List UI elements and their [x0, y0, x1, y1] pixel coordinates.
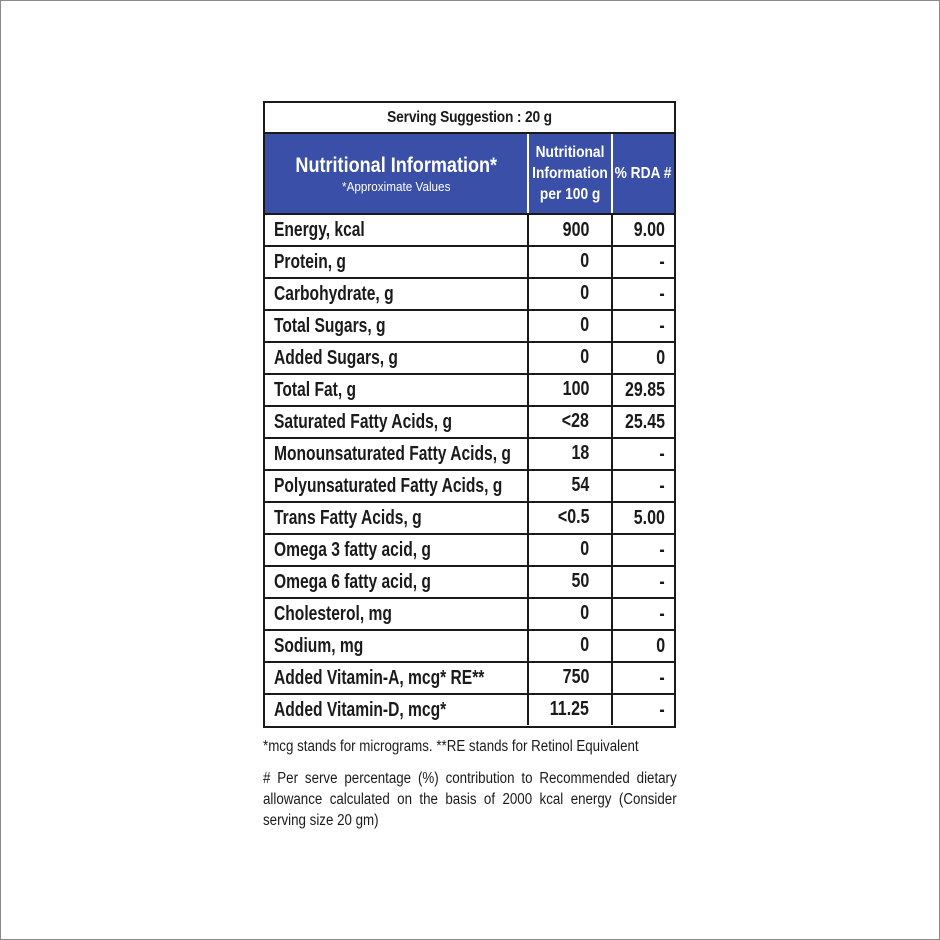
per100g-text: 0	[580, 537, 589, 560]
nutrient-label: Carbohydrate, g	[274, 282, 394, 305]
table-row	[265, 631, 674, 663]
per100g-value	[527, 469, 613, 501]
rda-text: -	[659, 314, 665, 337]
nutrient-label: Added Vitamin-A, mcg* RE**	[274, 666, 485, 689]
rda-value	[613, 503, 674, 533]
per100g-value	[527, 565, 613, 597]
per100g-value	[527, 437, 613, 469]
per100g-value	[527, 215, 613, 245]
table-row	[265, 471, 674, 503]
header-per100g-line1: Nutritional	[535, 144, 605, 161]
nutrient-label: Added Vitamin-D, mcg*	[274, 698, 447, 721]
table-body	[265, 215, 674, 726]
per100g-text: 0	[580, 601, 589, 624]
table-row	[265, 535, 674, 567]
per100g-value	[527, 533, 613, 565]
per100g-value	[527, 597, 613, 629]
rda-value	[613, 439, 674, 469]
nutrient-label: Polyunsaturated Fatty Acids, g	[274, 474, 503, 497]
table-row	[265, 439, 674, 471]
nutrient-name	[274, 247, 526, 277]
header-rda	[613, 134, 674, 213]
rda-value	[613, 247, 674, 277]
table-row	[265, 599, 674, 631]
per100g-text: 900	[562, 218, 589, 241]
rda-value	[613, 599, 674, 629]
per100g-value	[527, 309, 613, 341]
per100g-value	[527, 341, 613, 373]
per100g-text: 750	[562, 665, 589, 688]
table-row	[265, 663, 674, 695]
nutrient-label: Saturated Fatty Acids, g	[274, 410, 452, 433]
rda-value	[613, 375, 674, 405]
per100g-value	[527, 373, 613, 405]
table-row	[265, 407, 674, 439]
nutrient-name	[274, 311, 526, 341]
rda-value	[613, 311, 674, 341]
header-title-cell	[265, 134, 527, 213]
rda-text: 0	[656, 634, 665, 657]
per100g-text: <0.5	[557, 505, 589, 528]
rda-text: 9.00	[633, 218, 665, 241]
nutrient-label: Protein, g	[274, 250, 346, 273]
nutrient-name	[274, 215, 526, 245]
rda-value	[613, 631, 674, 661]
nutrient-name	[274, 663, 526, 693]
nutrient-name	[274, 343, 526, 373]
nutrient-name	[274, 599, 526, 629]
rda-text: 5.00	[633, 506, 665, 529]
per100g-value	[527, 629, 613, 661]
per100g-value	[527, 501, 613, 533]
rda-value	[613, 471, 674, 501]
rda-text: 25.45	[624, 410, 665, 433]
header-per100g-line2: Information	[532, 165, 608, 182]
footnote-rda: # Per serve percentage (%) contribution to Recommended dietary allowance calculated on the basis of 2000 kcal energy (Consider serving size 20 gm)	[263, 770, 677, 829]
nutrient-name	[274, 503, 526, 533]
per100g-value	[527, 405, 613, 437]
per100g-text: 0	[580, 313, 589, 336]
rda-text: -	[659, 250, 665, 273]
per100g-text: 54	[571, 473, 589, 496]
per100g-text: 0	[580, 249, 589, 272]
rda-value	[613, 567, 674, 597]
table-row	[265, 695, 674, 726]
header-rda-label: % RDA #	[615, 164, 672, 182]
footnote-units: *mcg stands for micrograms. **RE stands for Retinol Equivalent	[263, 738, 639, 755]
header-subtitle: *Approximate Values	[341, 178, 451, 194]
rda-value	[613, 663, 674, 693]
table-header	[265, 132, 674, 215]
per100g-text: 100	[562, 377, 589, 400]
per100g-text: 11.25	[549, 697, 589, 720]
header-per100g-line3: per 100 g	[539, 186, 601, 203]
per100g-value	[527, 661, 613, 693]
rda-text: -	[659, 666, 665, 689]
table-row	[265, 311, 674, 343]
per100g-text: 0	[580, 345, 589, 368]
nutrient-name	[274, 375, 526, 405]
per100g-value	[527, 245, 613, 277]
per100g-value	[527, 277, 613, 309]
serving-suggestion: Serving Suggestion : 20 g	[387, 108, 552, 126]
nutrient-label: Trans Fatty Acids, g	[274, 506, 422, 529]
table-row	[265, 503, 674, 535]
nutrient-label: Omega 6 fatty acid, g	[274, 570, 431, 593]
nutrient-label: Energy, kcal	[274, 218, 365, 241]
rda-value	[613, 407, 674, 437]
nutrient-name	[274, 407, 526, 437]
table-row	[265, 567, 674, 599]
nutrient-label: Monounsaturated Fatty Acids, g	[274, 442, 511, 465]
per100g-text: 50	[571, 569, 589, 592]
rda-text: 29.85	[624, 378, 665, 401]
rda-value	[613, 695, 674, 725]
nutrient-label: Total Sugars, g	[274, 314, 386, 337]
per100g-text: 18	[571, 441, 589, 464]
nutrient-label: Total Fat, g	[274, 378, 357, 401]
table-row	[265, 215, 674, 247]
table-row	[265, 343, 674, 375]
nutrient-name	[274, 471, 526, 501]
nutrient-label: Added Sugars, g	[274, 346, 398, 369]
per100g-text: 0	[580, 281, 589, 304]
nutrient-label: Sodium, mg	[274, 634, 364, 657]
rda-value	[613, 215, 674, 245]
footnotes	[263, 738, 677, 831]
rda-text: 0	[656, 346, 665, 369]
table-row	[265, 247, 674, 279]
nutrition-table	[263, 101, 676, 728]
header-title: Nutritional Information*	[295, 153, 497, 177]
per100g-value	[527, 693, 613, 725]
nutrient-name	[274, 279, 526, 309]
header-per100g	[527, 134, 613, 213]
nutrient-name	[274, 439, 526, 469]
table-row	[265, 375, 674, 407]
rda-text: -	[659, 602, 665, 625]
rda-text: -	[659, 570, 665, 593]
nutrient-label: Cholesterol, mg	[274, 602, 392, 625]
rda-value	[613, 535, 674, 565]
rda-text: -	[659, 282, 665, 305]
rda-value	[613, 343, 674, 373]
per100g-text: <28	[561, 409, 589, 432]
nutrient-name	[274, 567, 526, 597]
per100g-text: 0	[580, 633, 589, 656]
nutrient-name	[274, 631, 526, 661]
nutrient-name	[274, 695, 526, 725]
rda-text: -	[659, 698, 665, 721]
rda-text: -	[659, 442, 665, 465]
nutrient-name	[274, 535, 526, 565]
rda-text: -	[659, 538, 665, 561]
table-row	[265, 279, 674, 311]
rda-value	[613, 279, 674, 309]
nutrient-label: Omega 3 fatty acid, g	[274, 538, 431, 561]
rda-text: -	[659, 474, 665, 497]
